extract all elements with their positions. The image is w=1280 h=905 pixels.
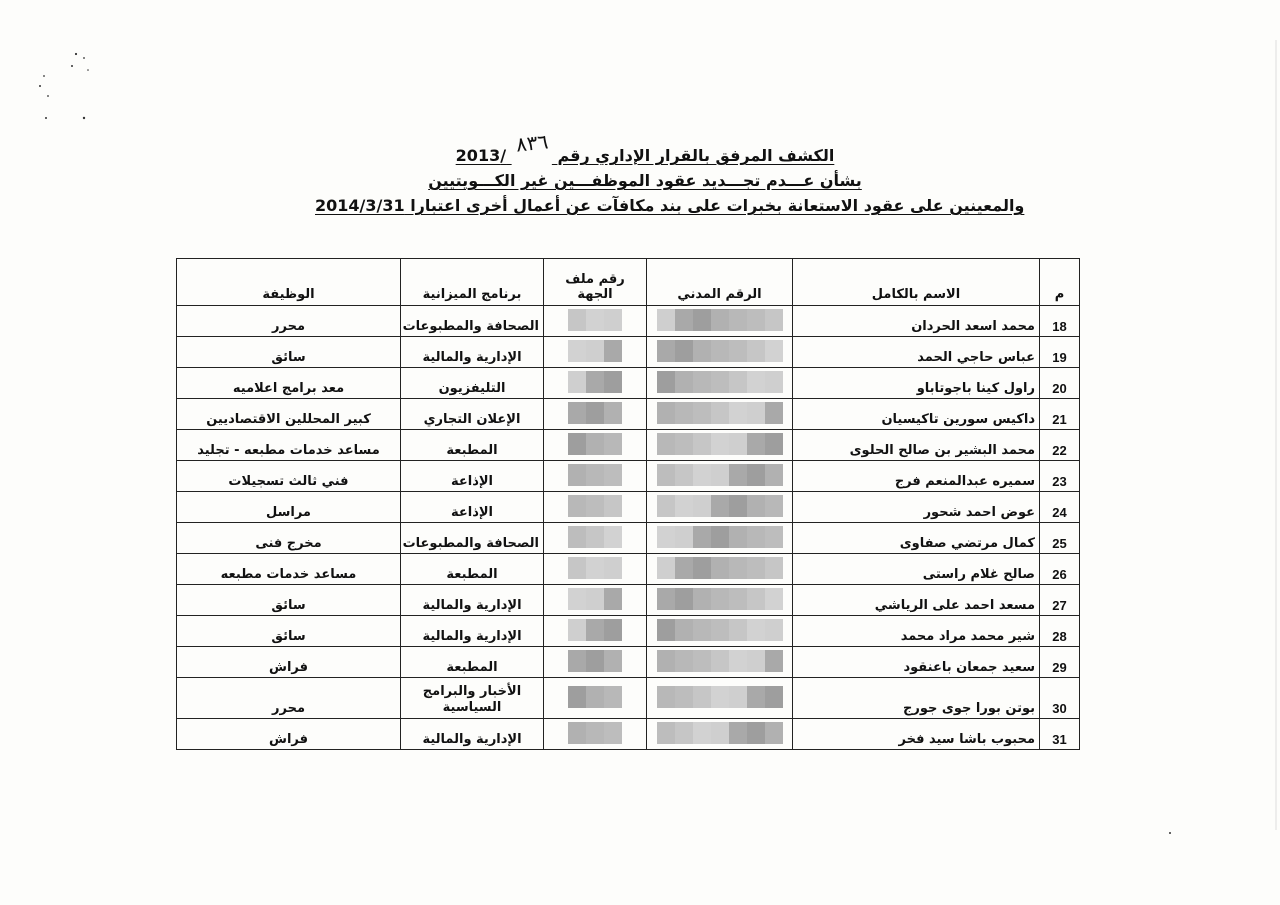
row-civil-id-redacted	[647, 430, 793, 461]
row-program: الإذاعة	[401, 492, 544, 523]
redaction-block	[693, 495, 711, 517]
redaction-block	[657, 402, 675, 424]
redaction-block	[568, 371, 586, 393]
redaction-block	[604, 371, 622, 393]
heading-line-3: والمعينين على عقود الاستعانة بخبرات على بند مكافآت عن أعمال أخرى اعتبارا 2014/3/31	[315, 196, 1025, 215]
row-job: مخرج فنى	[177, 523, 401, 554]
row-job: محرر	[177, 306, 401, 337]
redaction-block	[604, 464, 622, 486]
redaction-block	[747, 722, 765, 744]
row-civil-id-redacted	[647, 523, 793, 554]
redaction-block	[765, 722, 783, 744]
redaction-block	[747, 309, 765, 331]
redaction-block	[657, 495, 675, 517]
redaction-block	[729, 686, 747, 708]
row-serial: 30	[1040, 678, 1080, 719]
redaction-block	[729, 722, 747, 744]
row-civil-id-redacted	[647, 399, 793, 430]
row-program: الإدارية والمالية	[401, 616, 544, 647]
civil-id-redaction	[651, 461, 788, 489]
col-name: الاسم بالكامل	[793, 259, 1040, 306]
file-no-redaction	[548, 616, 642, 644]
row-program: الإدارية والمالية	[401, 337, 544, 368]
row-name: مسعد احمد على الرياشي	[793, 585, 1040, 616]
redaction-block	[675, 588, 693, 610]
redaction-block	[675, 495, 693, 517]
file-no-redaction	[548, 337, 642, 365]
row-job: مساعد خدمات مطبعه - تجليد	[177, 430, 401, 461]
row-civil-id-redacted	[647, 306, 793, 337]
redaction-block	[568, 686, 586, 708]
redaction-block	[693, 722, 711, 744]
row-file-no-redacted	[544, 554, 647, 585]
redaction-block	[657, 464, 675, 486]
redaction-block	[747, 526, 765, 548]
row-job: معد برامج اعلاميه	[177, 368, 401, 399]
redaction-block	[765, 686, 783, 708]
redaction-block	[657, 557, 675, 579]
row-job: فراش	[177, 719, 401, 750]
row-name: محبوب باشا سيد فخر	[793, 719, 1040, 750]
row-civil-id-redacted	[647, 554, 793, 585]
redaction-block	[765, 402, 783, 424]
redaction-block	[765, 619, 783, 641]
redaction-block	[675, 433, 693, 455]
redaction-block	[604, 557, 622, 579]
redaction-block	[765, 340, 783, 362]
row-serial: 21	[1040, 399, 1080, 430]
row-name: شير محمد مراد محمد	[793, 616, 1040, 647]
redaction-block	[675, 526, 693, 548]
row-job: مراسل	[177, 492, 401, 523]
redaction-block	[711, 650, 729, 672]
redaction-block	[604, 526, 622, 548]
col-serial: م	[1040, 259, 1080, 306]
redaction-block	[729, 371, 747, 393]
redaction-block	[586, 619, 604, 641]
file-no-redaction	[548, 585, 642, 613]
redaction-block	[604, 495, 622, 517]
row-file-no-redacted	[544, 523, 647, 554]
row-civil-id-redacted	[647, 585, 793, 616]
redaction-block	[568, 495, 586, 517]
redaction-block	[568, 433, 586, 455]
row-file-no-redacted	[544, 616, 647, 647]
redaction-block	[675, 650, 693, 672]
redaction-block	[586, 309, 604, 331]
row-name: محمد اسعد الحردان	[793, 306, 1040, 337]
redaction-block	[693, 619, 711, 641]
redaction-block	[586, 371, 604, 393]
redaction-block	[711, 526, 729, 548]
redaction-block	[747, 495, 765, 517]
table-header-row	[177, 259, 1080, 306]
redaction-block	[729, 588, 747, 610]
civil-id-redaction	[651, 399, 788, 427]
row-civil-id-redacted	[647, 678, 793, 719]
row-file-no-redacted	[544, 678, 647, 719]
redaction-block	[765, 371, 783, 393]
redaction-block	[586, 495, 604, 517]
redaction-block	[568, 340, 586, 362]
file-no-redaction	[548, 399, 642, 427]
row-civil-id-redacted	[647, 647, 793, 678]
redaction-block	[765, 433, 783, 455]
col-file-no: رقم ملف الجهة	[544, 259, 647, 306]
row-program: المطبعة	[401, 554, 544, 585]
redaction-block	[568, 722, 586, 744]
redaction-block	[675, 340, 693, 362]
row-serial: 27	[1040, 585, 1080, 616]
row-serial: 28	[1040, 616, 1080, 647]
table-row	[177, 368, 1080, 399]
redaction-block	[729, 557, 747, 579]
redaction-block	[586, 464, 604, 486]
row-job: كبير المحللين الاقتصاديين	[177, 399, 401, 430]
row-serial: 24	[1040, 492, 1080, 523]
redaction-block	[675, 464, 693, 486]
redaction-block	[675, 309, 693, 331]
redaction-block	[586, 650, 604, 672]
civil-id-redaction	[651, 492, 788, 520]
civil-id-redaction	[651, 554, 788, 582]
row-file-no-redacted	[544, 337, 647, 368]
row-job: فراش	[177, 647, 401, 678]
redaction-block	[693, 557, 711, 579]
redaction-block	[675, 402, 693, 424]
heading-line-2: بشأن عـــدم تجـــديد عقود الموظفـــين غير الكـــويتيين	[428, 171, 862, 190]
redaction-block	[657, 340, 675, 362]
handwritten-decision-number: ٨٣٦	[514, 129, 549, 157]
redaction-block	[711, 340, 729, 362]
redaction-block	[711, 371, 729, 393]
row-civil-id-redacted	[647, 368, 793, 399]
redaction-block	[765, 495, 783, 517]
redaction-block	[765, 526, 783, 548]
table-row	[177, 678, 1080, 719]
row-program: الصحافة والمطبوعات	[401, 523, 544, 554]
row-program: التليفزيون	[401, 368, 544, 399]
redaction-block	[675, 722, 693, 744]
redaction-block	[675, 557, 693, 579]
table-row	[177, 616, 1080, 647]
redaction-block	[604, 619, 622, 641]
row-serial: 20	[1040, 368, 1080, 399]
document-heading	[170, 129, 1120, 218]
employees-table	[176, 258, 1080, 750]
table-row	[177, 585, 1080, 616]
redaction-block	[693, 526, 711, 548]
redaction-block	[747, 588, 765, 610]
row-name: راول كينا باجوتاباو	[793, 368, 1040, 399]
redaction-block	[657, 686, 675, 708]
row-program: المطبعة	[401, 430, 544, 461]
redaction-block	[711, 686, 729, 708]
redaction-block	[747, 464, 765, 486]
row-program: الإدارية والمالية	[401, 719, 544, 750]
table-row	[177, 399, 1080, 430]
redaction-block	[657, 650, 675, 672]
file-no-redaction	[548, 678, 642, 716]
redaction-block	[693, 588, 711, 610]
row-program: المطبعة	[401, 647, 544, 678]
redaction-block	[693, 309, 711, 331]
redaction-block	[657, 433, 675, 455]
redaction-block	[604, 402, 622, 424]
redaction-block	[747, 650, 765, 672]
civil-id-redaction	[651, 337, 788, 365]
redaction-block	[657, 619, 675, 641]
civil-id-redaction	[651, 430, 788, 458]
table-row	[177, 430, 1080, 461]
row-serial: 18	[1040, 306, 1080, 337]
row-file-no-redacted	[544, 585, 647, 616]
row-name: محمد البشير بن صالح الحلوى	[793, 430, 1040, 461]
file-no-redaction	[548, 461, 642, 489]
redaction-block	[604, 686, 622, 708]
table-row	[177, 492, 1080, 523]
row-serial: 29	[1040, 647, 1080, 678]
row-program: الإدارية والمالية	[401, 585, 544, 616]
row-program: الإعلان التجاري	[401, 399, 544, 430]
civil-id-redaction	[651, 523, 788, 551]
redaction-block	[747, 557, 765, 579]
redaction-block	[657, 309, 675, 331]
row-program: الصحافة والمطبوعات	[401, 306, 544, 337]
row-civil-id-redacted	[647, 616, 793, 647]
redaction-block	[711, 433, 729, 455]
heading-line-1	[170, 129, 1120, 168]
table-row	[177, 461, 1080, 492]
col-job: الوظيفة	[177, 259, 401, 306]
redaction-block	[729, 526, 747, 548]
col-program: برنامج الميزانية	[401, 259, 544, 306]
redaction-block	[568, 619, 586, 641]
table-row	[177, 523, 1080, 554]
file-no-redaction	[548, 368, 642, 396]
redaction-block	[568, 588, 586, 610]
redaction-block	[765, 464, 783, 486]
file-no-redaction	[548, 430, 642, 458]
table-row	[177, 554, 1080, 585]
row-name: بوتن بورا جوى جورج	[793, 678, 1040, 719]
row-job: سائق	[177, 585, 401, 616]
row-job: سائق	[177, 337, 401, 368]
redaction-block	[604, 433, 622, 455]
redaction-block	[657, 588, 675, 610]
redaction-block	[568, 402, 586, 424]
civil-id-redaction	[651, 368, 788, 396]
row-file-no-redacted	[544, 368, 647, 399]
redaction-block	[711, 722, 729, 744]
redaction-block	[747, 433, 765, 455]
redaction-block	[657, 722, 675, 744]
row-name: عباس حاجي الحمد	[793, 337, 1040, 368]
redaction-block	[586, 340, 604, 362]
row-civil-id-redacted	[647, 337, 793, 368]
file-no-redaction	[548, 554, 642, 582]
redaction-block	[693, 371, 711, 393]
file-no-redaction	[548, 523, 642, 551]
redaction-block	[711, 464, 729, 486]
file-no-redaction	[548, 719, 642, 747]
row-civil-id-redacted	[647, 461, 793, 492]
redaction-block	[586, 526, 604, 548]
redaction-block	[747, 402, 765, 424]
table-row	[177, 337, 1080, 368]
redaction-block	[729, 495, 747, 517]
redaction-block	[729, 402, 747, 424]
redaction-block	[765, 650, 783, 672]
table-row	[177, 647, 1080, 678]
row-name: عوض احمد شحور	[793, 492, 1040, 523]
redaction-block	[693, 464, 711, 486]
redaction-block	[657, 371, 675, 393]
civil-id-redaction	[651, 678, 788, 716]
redaction-block	[675, 686, 693, 708]
row-name: صالح غلام راستى	[793, 554, 1040, 585]
redaction-block	[729, 309, 747, 331]
row-file-no-redacted	[544, 399, 647, 430]
redaction-block	[693, 650, 711, 672]
redaction-block	[729, 340, 747, 362]
redaction-block	[604, 650, 622, 672]
redaction-block	[711, 402, 729, 424]
redaction-block	[711, 619, 729, 641]
row-serial: 26	[1040, 554, 1080, 585]
row-serial: 23	[1040, 461, 1080, 492]
civil-id-redaction	[651, 306, 788, 334]
redaction-block	[729, 619, 747, 641]
file-no-redaction	[548, 306, 642, 334]
decision-year: /2013	[455, 146, 507, 165]
redaction-block	[729, 464, 747, 486]
row-file-no-redacted	[544, 461, 647, 492]
col-civil-id: الرقم المدني	[647, 259, 793, 306]
redaction-block	[604, 588, 622, 610]
redaction-block	[693, 402, 711, 424]
redaction-block	[568, 309, 586, 331]
redaction-block	[729, 433, 747, 455]
row-name: كمال مرتضي صفاوى	[793, 523, 1040, 554]
row-program: الأخبار والبرامج السياسية	[401, 678, 544, 719]
row-job: مساعد خدمات مطبعه	[177, 554, 401, 585]
table-row	[177, 306, 1080, 337]
row-name: سميره عبدالمنعم فرج	[793, 461, 1040, 492]
row-job: محرر	[177, 678, 401, 719]
row-job: فني ثالث تسجيلات	[177, 461, 401, 492]
row-name: داكيس سورين تاكيسيان	[793, 399, 1040, 430]
row-serial: 22	[1040, 430, 1080, 461]
civil-id-redaction	[651, 719, 788, 747]
row-program: الإذاعة	[401, 461, 544, 492]
redaction-block	[675, 371, 693, 393]
row-file-no-redacted	[544, 430, 647, 461]
file-no-redaction	[548, 492, 642, 520]
row-civil-id-redacted	[647, 719, 793, 750]
redaction-block	[604, 340, 622, 362]
redaction-block	[568, 464, 586, 486]
redaction-block	[747, 619, 765, 641]
row-file-no-redacted	[544, 647, 647, 678]
redaction-block	[711, 557, 729, 579]
redaction-block	[711, 495, 729, 517]
row-serial: 25	[1040, 523, 1080, 554]
redaction-block	[586, 433, 604, 455]
redaction-block	[693, 433, 711, 455]
row-civil-id-redacted	[647, 492, 793, 523]
redaction-block	[711, 588, 729, 610]
row-file-no-redacted	[544, 492, 647, 523]
row-serial: 19	[1040, 337, 1080, 368]
redaction-block	[568, 650, 586, 672]
redaction-block	[657, 526, 675, 548]
redaction-block	[711, 309, 729, 331]
row-job: سائق	[177, 616, 401, 647]
redaction-block	[586, 402, 604, 424]
row-name: سعيد جمعان باعنقود	[793, 647, 1040, 678]
redaction-block	[586, 588, 604, 610]
redaction-block	[729, 650, 747, 672]
civil-id-redaction	[651, 616, 788, 644]
redaction-block	[693, 340, 711, 362]
redaction-block	[586, 686, 604, 708]
file-no-redaction	[548, 647, 642, 675]
redaction-block	[747, 686, 765, 708]
redaction-block	[747, 371, 765, 393]
redaction-block	[586, 557, 604, 579]
redaction-block	[765, 309, 783, 331]
redaction-block	[747, 340, 765, 362]
redaction-block	[765, 588, 783, 610]
decision-title: الكشف المرفق بالقرار الإداري رقم	[557, 146, 835, 165]
redaction-block	[586, 722, 604, 744]
redaction-block	[604, 722, 622, 744]
row-file-no-redacted	[544, 306, 647, 337]
redaction-block	[693, 686, 711, 708]
civil-id-redaction	[651, 647, 788, 675]
table-row	[177, 719, 1080, 750]
redaction-block	[604, 309, 622, 331]
row-file-no-redacted	[544, 719, 647, 750]
redaction-block	[568, 526, 586, 548]
redaction-block	[765, 557, 783, 579]
civil-id-redaction	[651, 585, 788, 613]
redaction-block	[568, 557, 586, 579]
redaction-block	[675, 619, 693, 641]
row-serial: 31	[1040, 719, 1080, 750]
